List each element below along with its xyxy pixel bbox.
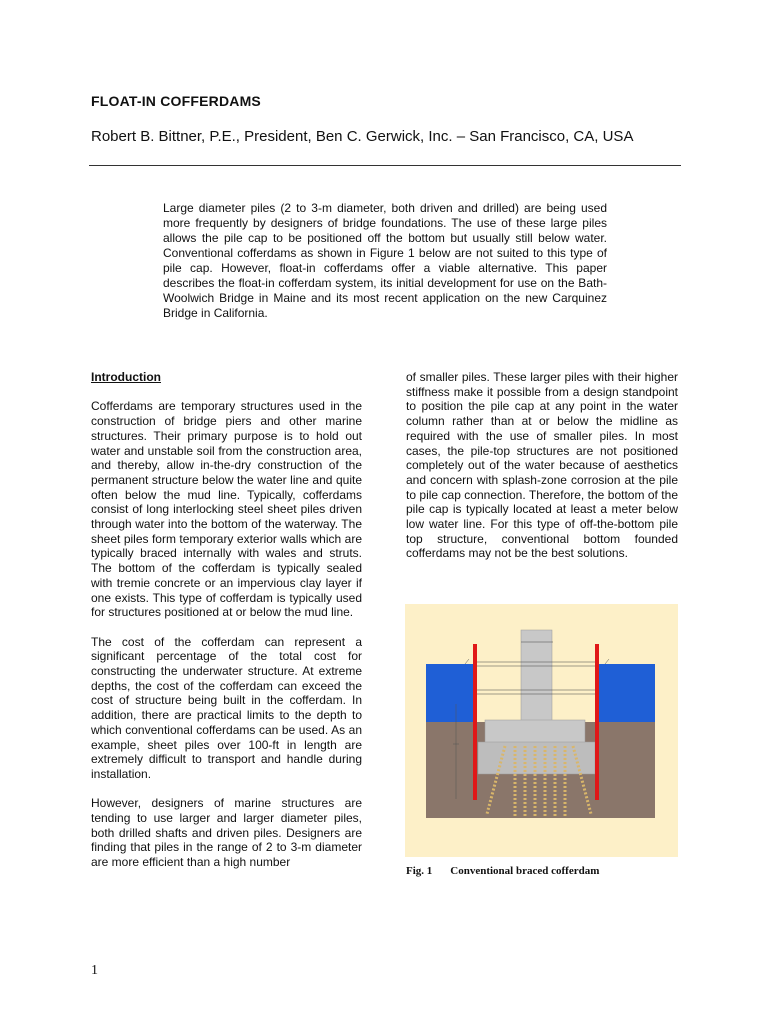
paragraph: The cost of the cofferdam can represent a significant percentage of the total cost for constructing the underwater structure. At extreme depths, the cost of the cofferdam can exceed the cost of structure being built in the cofferdam. In addition, there are practical limits to the depth to which conventional cofferdams can be used. As an example, sheet piles over 100-ft in length are extremely difficult to transport and handle during installation. [91, 634, 362, 781]
pier-column [521, 630, 552, 722]
paper-title: FLOAT-IN COFFERDAMS [91, 93, 261, 109]
pile-cap [485, 720, 585, 744]
figure-number: Fig. 1 [406, 865, 433, 877]
author-line: Robert B. Bittner, P.E., President, Ben C. Gerwick, Inc. – San Francisco, CA, USA [91, 128, 634, 145]
left-column [91, 370, 362, 885]
water-right [597, 664, 655, 722]
header-divider [89, 165, 681, 166]
paragraph: Cofferdams are temporary structures used in the construction of bridge piers and other marine structures. Their primary purpose is to hold out water and unstable soil from the construction area, and thereby, allow in-the-dry construction of the permanent structure below the water line and quite often below the mud line. Typically, cofferdams consist of long interlocking steel sheet piles driven through water into the bottom of the waterway. The sheet piles form temporary exterior walls which are typically braced internally with wales and struts. The bottom of the cofferdam is typically sealed with tremie concrete or an impervious clay layer if one exists. This type of cofferdam is typically used for structures positioned at or below the mud line. [91, 399, 362, 620]
paragraph: However, designers of marine structures are tending to use larger and larger diameter piles, both drilled shafts and driven piles. Designers are finding that piles in the range of 2 to 3-m diameter are more efficient than a high number [91, 796, 362, 870]
figure-cofferdam-diagram [405, 604, 678, 857]
cofferdam-diagram [405, 604, 678, 857]
abstract: Large diameter piles (2 to 3-m diameter, both driven and drilled) are being used more frequently by designers of bridge foundations. The use of these large piles allows the pile cap to be positioned off the bottom but usually still below water. Conventional cofferdams as shown in Figure 1 below are not suited to this type of pile cap. However, float-in cofferdams offer a viable alternative. This paper describes the float-in cofferdam system, its initial development for use on the Bath-Woolwich Bridge in Maine and its most recent application on the new Carquinez Bridge in California. [163, 201, 607, 320]
figure-caption-text: Conventional braced cofferdam [450, 865, 600, 877]
page-number: 1 [91, 963, 98, 978]
figure-caption [406, 865, 599, 877]
water-left [426, 664, 476, 722]
sheet-pile-right [595, 644, 599, 800]
paragraph: of smaller piles. These larger piles with their higher stiffness make it possible from a design standpoint to position the pile cap at any point in the water column rather than at or below the midline as required with the use of smaller piles. In most cases, the pile-top structures are not positioned completely out of the water because of aesthetics and concern with splash-zone corrosion at the pile to pile cap connection. Therefore, the bottom of the pile cap is typically located at least a meter below low water line. For this type of off-the-bottom pile top structure, conventional bottom founded cofferdams may not be the best solutions. [406, 370, 678, 561]
sheet-pile-left [473, 644, 477, 800]
section-heading-introduction: Introduction [91, 370, 161, 384]
right-column [406, 370, 678, 576]
